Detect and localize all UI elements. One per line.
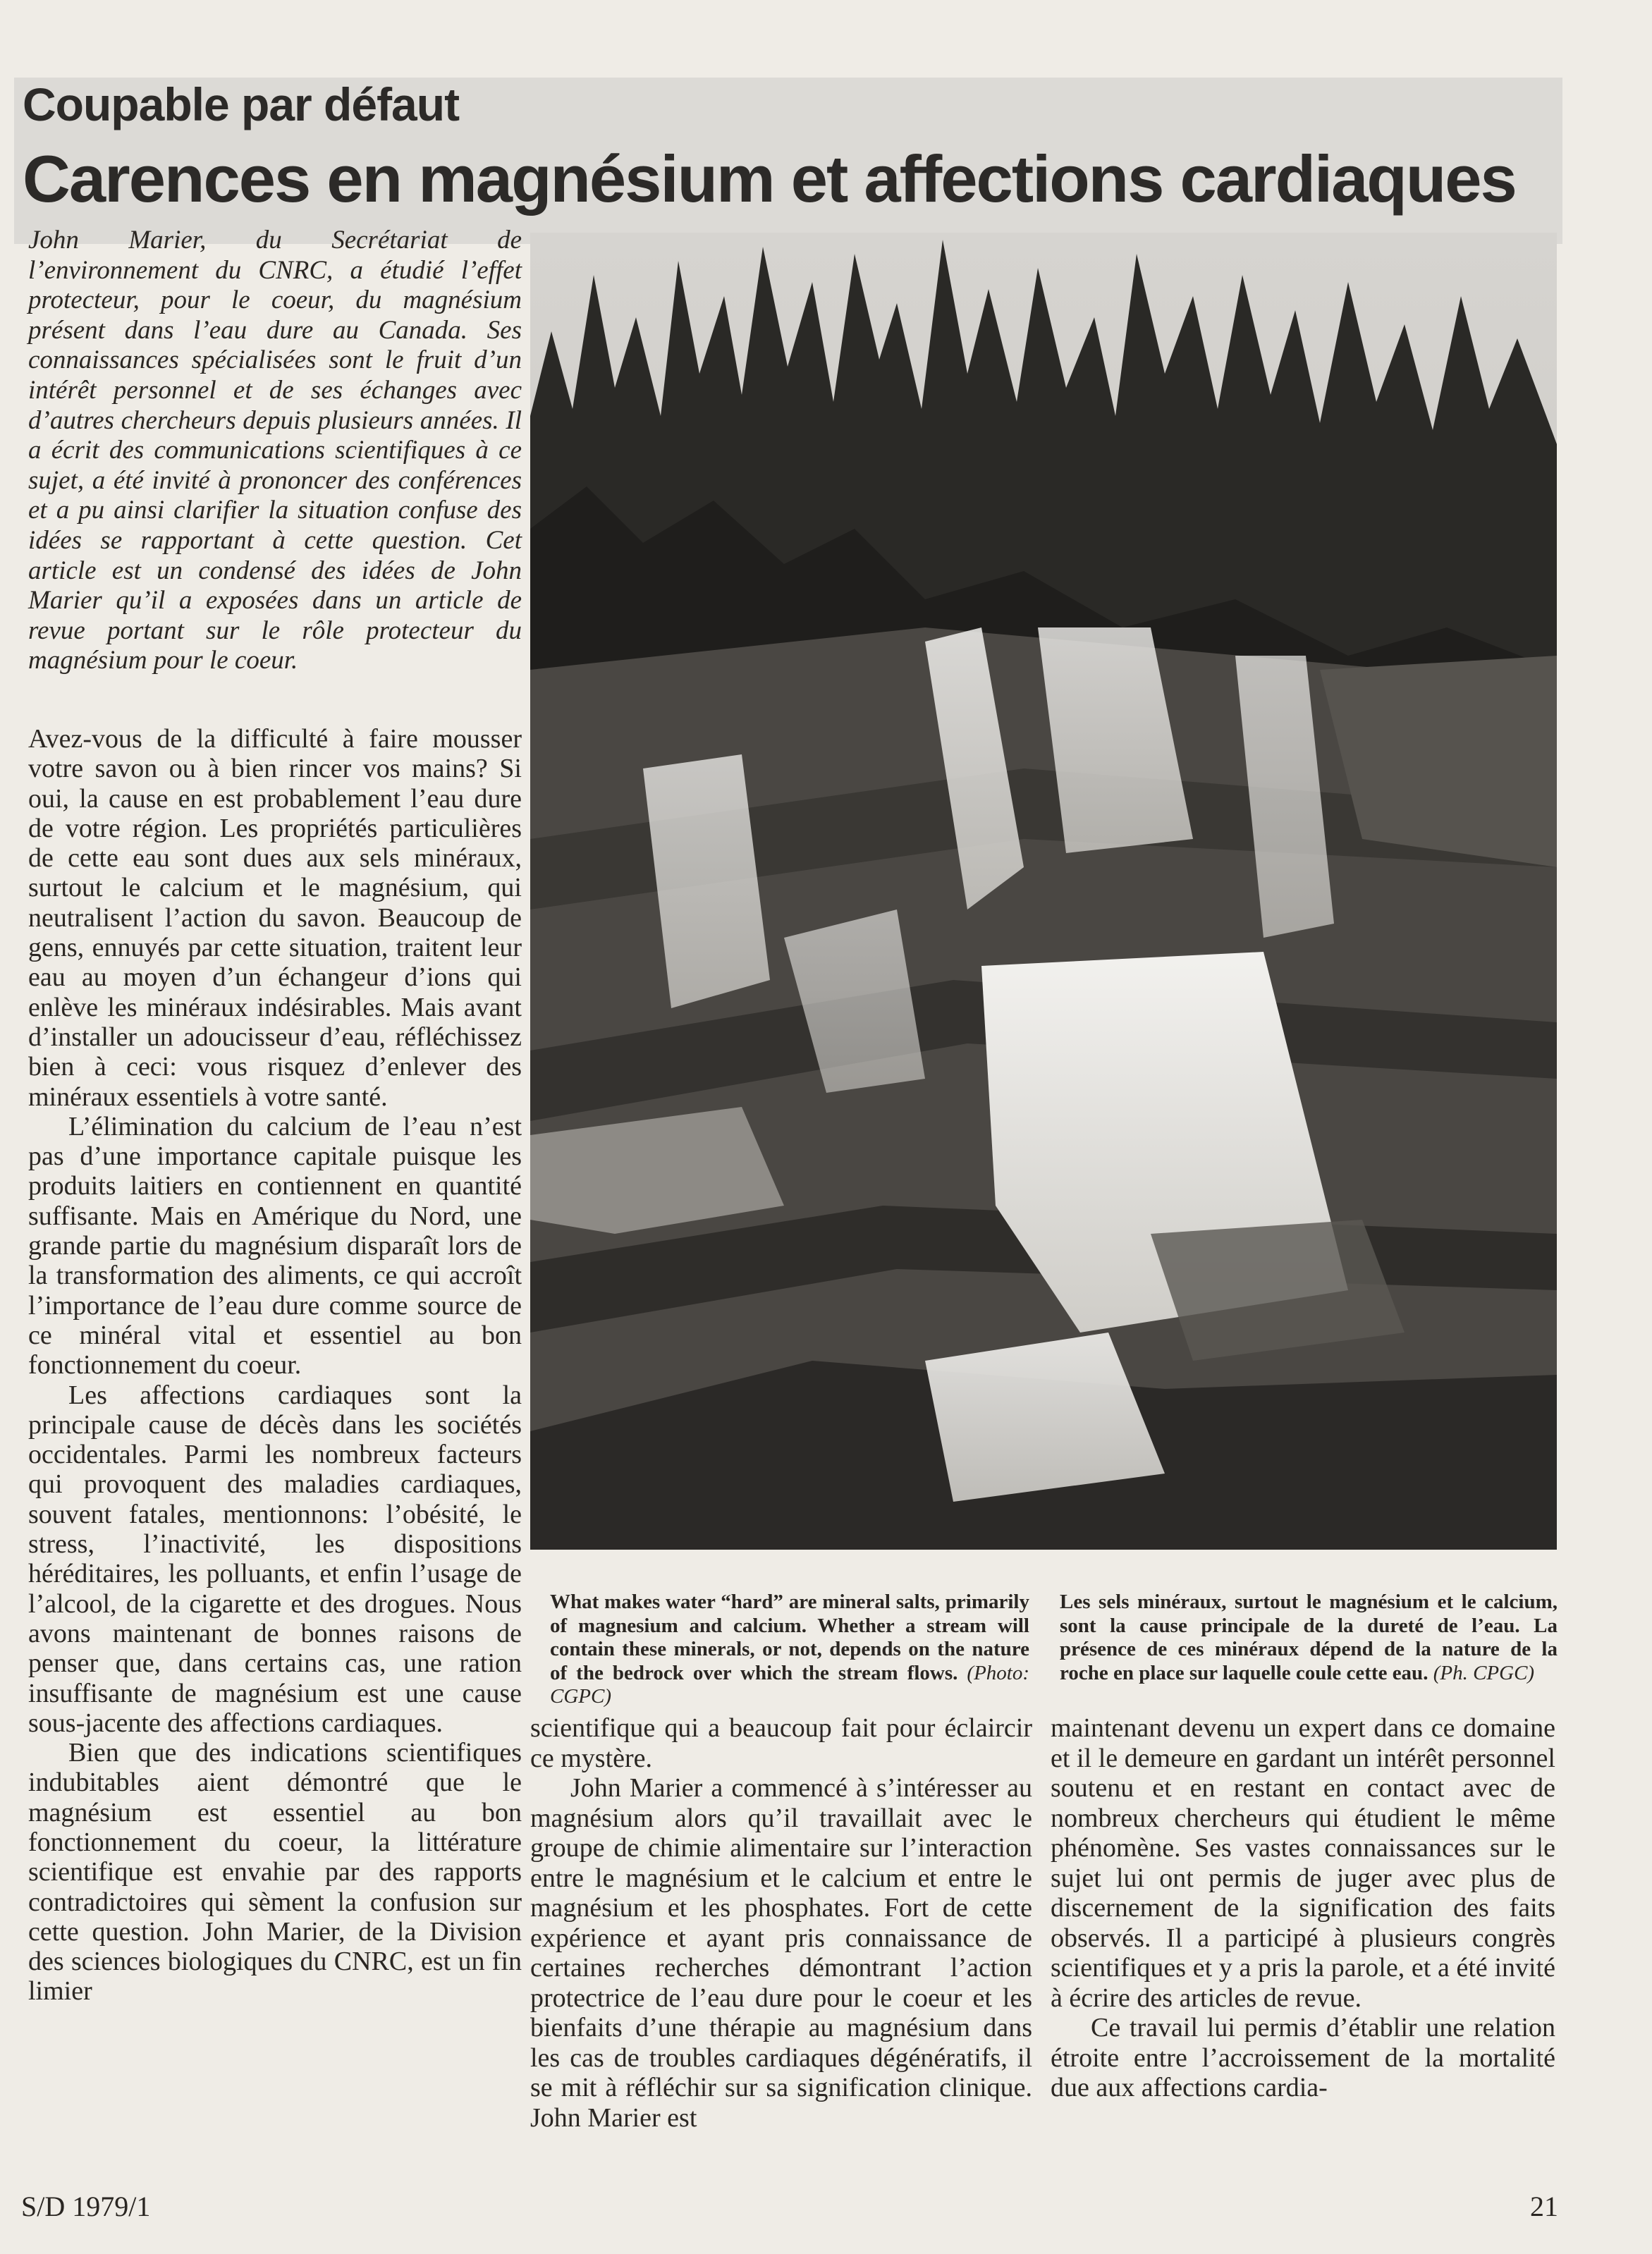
paragraph: Ce travail lui permis d’établir une relation étroite entre l’accroissement de la mortalité due aux affections cardia- [1051, 2013, 1555, 2102]
right-column [1051, 1713, 1555, 2103]
caption-french [1060, 1591, 1558, 1685]
caption-text: Les sels minéraux, surtout le magnésium et le calcium, sont la cause principale de la dureté de l’eau. La présence de ces minéraux dépend de la nature de la roche en place sur laquelle coule cette eau. [1060, 1591, 1558, 1684]
waterfall-photo [530, 233, 1557, 1550]
paragraph: Bien que des indications scientifiques indubitables aient démontré que le magnésium est essentiel au bon fonctionnement du coeur, la littérature scientifique est envahie par des rapports contradictoires qui sèment la confusion sur cette question. John Marier, de la Division des sciences biologiques du CNRC, est un fin limier [28, 1738, 522, 2007]
article-headline: Carences en magnésium et affections cardiaques [23, 142, 1516, 216]
photo-credit: (Photo: CGPC) [550, 1661, 1029, 1708]
middle-column [530, 1713, 1032, 2133]
paragraph: John Marier a commencé à s’intéresser au magnésium alors qu’il travaillait avec le groupe de chimie alimentaire sur l’interaction entre le magnésium et le calcium et entre le magnésium et les phosphates. Fort de cette expérience et ayant pris connaissance de certaines recherches démontrant l’action protectrice de l’eau dure pour le coeur et les bienfaits d’une thérapie au magnésium dans les cas de troubles cardiaques dégénératifs, il se mit à réfléchir sur sa signification clinique. John Marier est [530, 1773, 1032, 2133]
photo-credit: (Ph. CPGC) [1433, 1661, 1535, 1684]
caption-text: What makes water “hard” are mineral salts, primarily of magnesium and calcium. Whether a stream will contain these minerals, or not, depends on the nature of the bedrock over which the stream flows. [550, 1591, 1029, 1684]
article-kicker: Coupable par défaut [23, 78, 460, 130]
paragraph: L’élimination du calcium de l’eau n’est pas d’une importance capitale puisque les produits laitiers en contiennent en quantité suffisante. Mais en Amérique du Nord, une grande partie du magnésium disparaît lors de la transformation des aliments, ce qui accroît l’importance de l’eau dure comme source de ce minéral vital et essentiel au bon fonctionnement du coeur. [28, 1111, 522, 1380]
paragraph: maintenant devenu un expert dans ce domaine et il le demeure en gardant un intérêt personnel soutenu et en restant en contact avec de nombreux chercheurs qui étudient le même phénomène. Ses vastes connaissances sur le sujet lui ont permis de juger avec plus de discernement de la signification des faits observés. Il a participé à plusieurs congrès scientifiques et y a pris la parole, et a été invité à écrire des articles de revue. [1051, 1713, 1555, 2013]
left-column [28, 724, 522, 2007]
caption-english [550, 1591, 1029, 1709]
intro-paragraph: John Marier, du Secrétariat de l’environnement du CNRC, a étudié l’effet protecteur, pour le coeur, du magnésium présent dans l’eau dure au Canada. Ses connaissances spécialisées sont le fruit d’un intérêt personnel et de ses échanges avec d’autres chercheurs depuis plusieurs années. Il a écrit des communications scientifiques à ce sujet, a été invité à prononcer des conférences et a pu ainsi clarifier la situation confuse des idées se rapportant à cette question. Cet article est un condensé des idées de John Marier qu’il a exposées dans un article de revue portant sur le rôle protecteur du magnésium pour le coeur. [28, 226, 522, 675]
paragraph: Avez-vous de la difficulté à faire mousser votre savon ou à bien rincer vos mains? Si oui, la cause en est probablement l’eau dure de votre région. Les propriétés particulières de cette eau sont dues aux sels minéraux, surtout le calcium et le magnésium, qui neutralisent l’action du savon. Beaucoup de gens, ennuyés par cette situation, traitent leur eau au moyen d’un échangeur d’ions qui enlève les minéraux indésirables. Mais avant d’installer un adoucisseur d’eau, réfléchissez bien à ceci: vous risquez d’enlever des minéraux essentiels à votre santé. [28, 724, 522, 1112]
issue-number: S/D 1979/1 [21, 2191, 151, 2222]
paragraph: Les affections cardiaques sont la principale cause de décès dans les sociétés occidentales. Parmi les nombreux facteurs qui provoquent des maladies cardiaques, souvent fatales, mentionnons: l’obésité, le stress, l’inactivité, les dispositions héréditaires, les polluants, et enfin l’usage de l’alcool, de la cigarette et des drogues. Nous avons maintenant de bonnes raisons de penser que, dans certains cas, une ration insuffisante de magnésium est une cause sous-jacente des affections cardiaques. [28, 1380, 522, 1738]
paragraph: scientifique qui a beaucoup fait pour éclaircir ce mystère. [530, 1713, 1032, 1773]
page-number: 21 [1530, 2191, 1558, 2222]
